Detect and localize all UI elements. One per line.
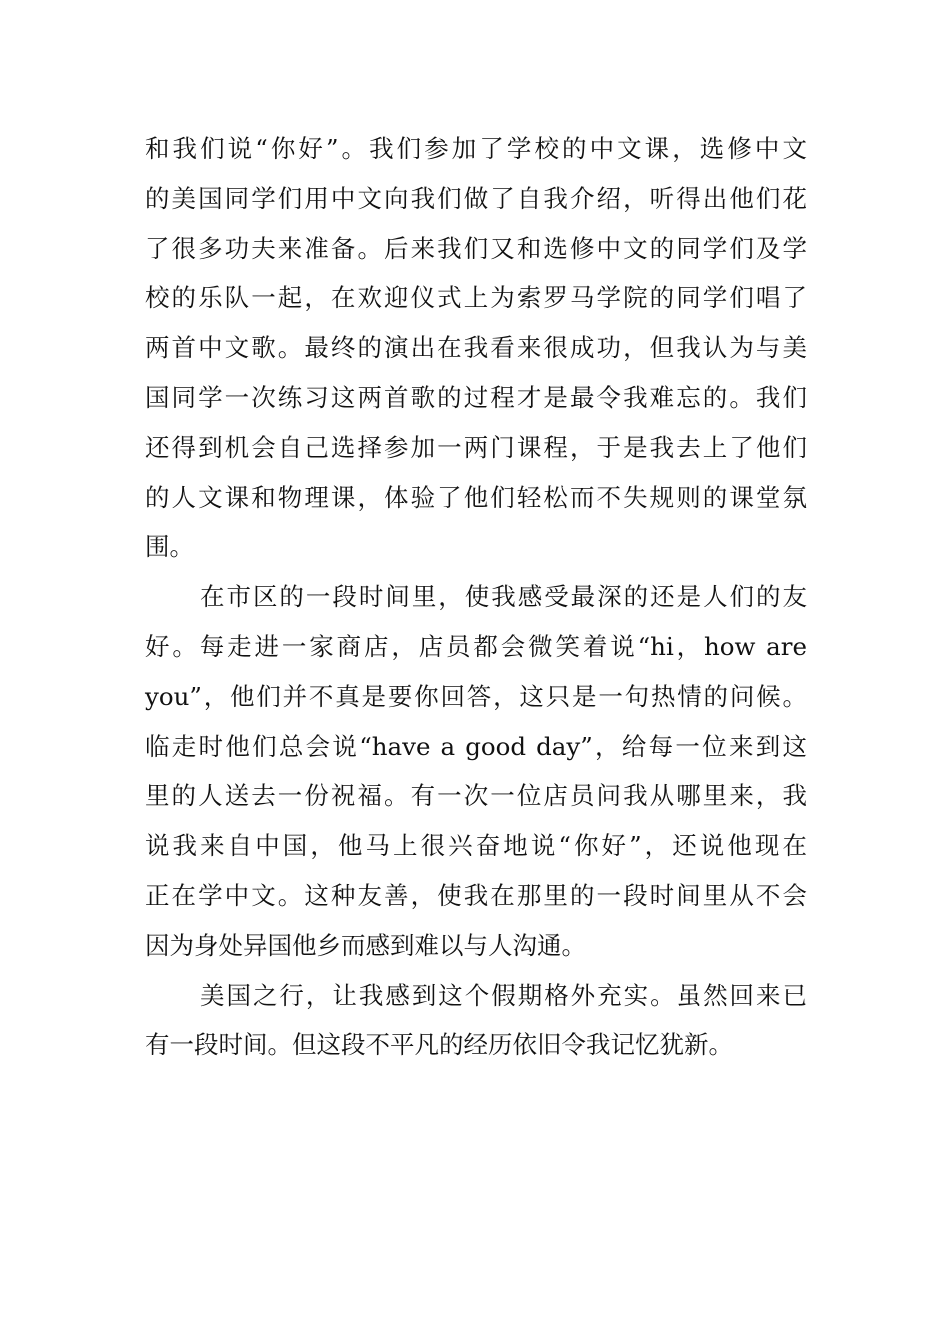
text-line: 有一段时间。但这段不平凡的经历依旧令我记忆犹新。 [145,1030,733,1060]
text-line: 国同学一次练习这两首歌的过程才是最令我难忘的。我们 [145,382,807,412]
text-line: 临走时他们总会说“have a good day”，给每一位来到这 [145,731,807,761]
text-line: 和我们说“你好”。我们参加了学校的中文课，选修中文 [145,134,807,163]
text-line: 的美国同学们用中文向我们做了自我介绍，听得出他们花 [145,183,807,213]
text-line: 两首中文歌。最终的演出在我看来很成功，但我认为与美 [145,333,807,363]
paragraph-2 [145,572,807,970]
text-line: 好。每走进一家商店，店员都会微笑着说“hi，how are [145,631,807,661]
text-line: 校的乐队一起，在欢迎仪式上为索罗马学院的同学们唱了 [145,283,807,313]
text-line: 了很多功夫来准备。后来我们又和选修中文的同学们及学 [145,233,807,263]
text-line: 在市区的一段时间里，使我感受最深的还是人们的友 [200,582,807,612]
text-line: 因为身处异国他乡而感到难以与人沟通。 [145,930,586,960]
paragraph-1 [145,124,807,572]
text-line: 正在学中文。这种友善，使我在那里的一段时间里从不会 [145,880,807,910]
text-line: 围。 [145,532,194,562]
text-line: 还得到机会自己选择参加一两门课程，于是我去上了他们 [145,432,807,462]
text-line: 的人文课和物理课，体验了他们轻松而不失规则的课堂氛 [145,482,807,512]
body-text [145,124,807,1070]
text-line: 说我来自中国，他马上很兴奋地说“你好”，还说他现在 [145,831,807,861]
paragraph-3 [145,971,807,1071]
text-line: 美国之行，让我感到这个假期格外充实。虽然回来已 [200,980,807,1010]
text-line: 里的人送去一份祝福。有一次一位店员问我从哪里来，我 [145,781,807,811]
text-line: you”，他们并不真是要你回答，这只是一句热情的问候。 [145,681,807,711]
